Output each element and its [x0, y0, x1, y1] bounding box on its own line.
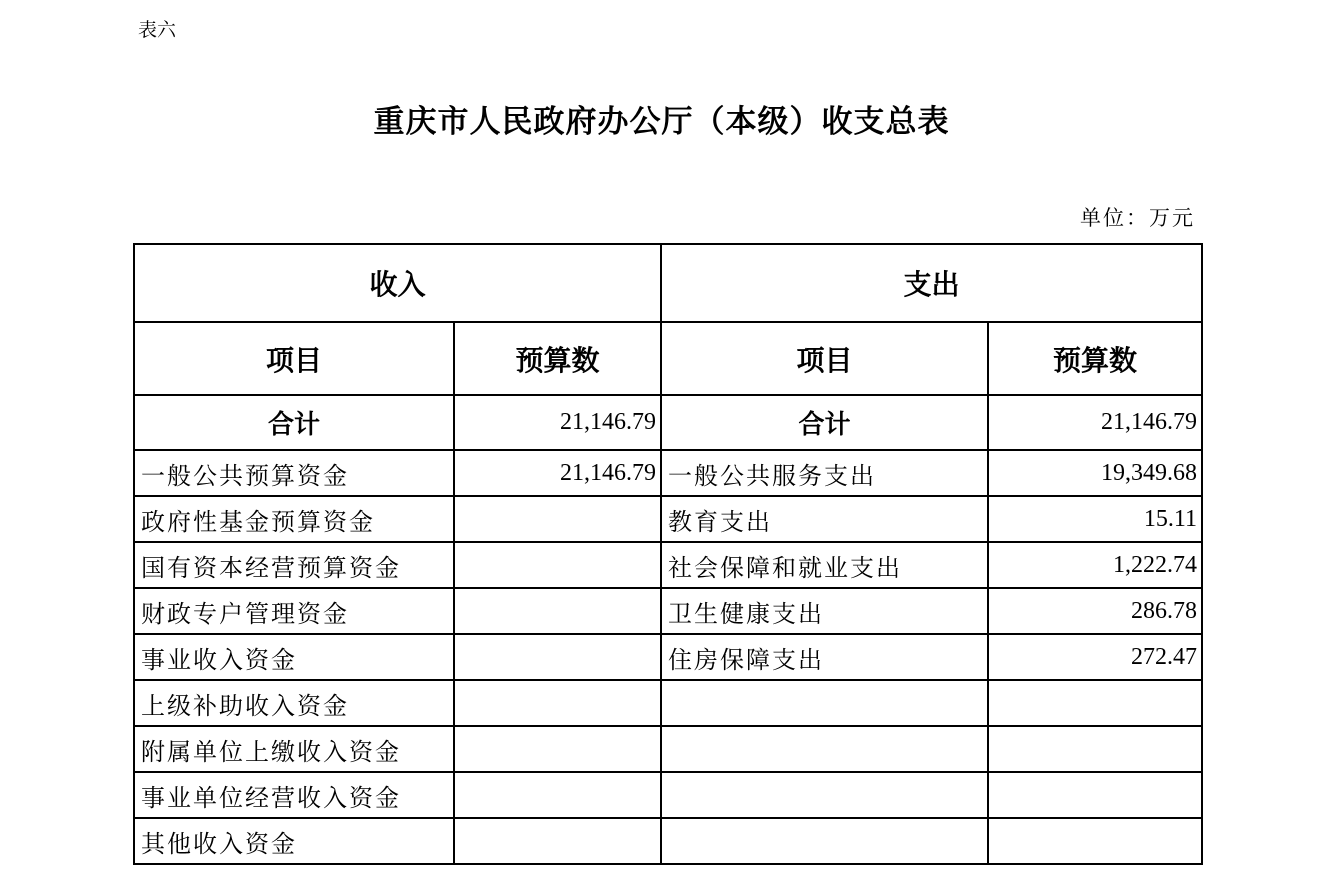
- expense-item: 住房保障支出: [661, 634, 988, 680]
- income-item: 一般公共预算资金: [134, 450, 454, 496]
- income-item: 上级补助收入资金: [134, 680, 454, 726]
- expense-amount-header: 预算数: [988, 322, 1202, 395]
- expense-item: [661, 772, 988, 818]
- table-row: [134, 680, 1202, 726]
- income-item-header: 项目: [134, 322, 454, 395]
- income-item: 事业收入资金: [134, 634, 454, 680]
- unit-label: 单位：万元: [1080, 206, 1195, 230]
- expense-item: 教育支出: [661, 496, 988, 542]
- expense-item: [661, 818, 988, 864]
- expense-amount: 1,222.74: [988, 542, 1202, 588]
- expense-total-label: 合计: [661, 395, 988, 450]
- table-row: [134, 450, 1202, 496]
- expense-amount: 272.47: [988, 634, 1202, 680]
- page-title: 重庆市人民政府办公厅（本级）收支总表: [373, 104, 950, 140]
- table-row: [134, 634, 1202, 680]
- table-sub-header-row: [134, 322, 1202, 395]
- income-amount-header: 预算数: [454, 322, 661, 395]
- income-amount: [454, 542, 661, 588]
- expense-item: 一般公共服务支出: [661, 450, 988, 496]
- expense-item: 卫生健康支出: [661, 588, 988, 634]
- budget-summary-table: [133, 243, 1203, 865]
- expense-total-amount: 21,146.79: [988, 395, 1202, 450]
- expense-item: 社会保障和就业支出: [661, 542, 988, 588]
- expense-amount: 19,349.68: [988, 450, 1202, 496]
- expense-amount: [988, 680, 1202, 726]
- income-amount: [454, 634, 661, 680]
- total-row: [134, 395, 1202, 450]
- income-item: 附属单位上缴收入资金: [134, 726, 454, 772]
- expense-amount: [988, 818, 1202, 864]
- table-number-label: 表六: [138, 19, 177, 41]
- table-row: [134, 726, 1202, 772]
- income-item: 国有资本经营预算资金: [134, 542, 454, 588]
- income-amount: [454, 496, 661, 542]
- income-total-label: 合计: [134, 395, 454, 450]
- income-item: 财政专户管理资金: [134, 588, 454, 634]
- table-row: [134, 772, 1202, 818]
- income-amount: [454, 772, 661, 818]
- table-row: [134, 818, 1202, 864]
- income-amount: [454, 726, 661, 772]
- expense-item: [661, 680, 988, 726]
- expense-header: 支出: [661, 244, 1202, 322]
- income-amount: [454, 588, 661, 634]
- income-amount: [454, 818, 661, 864]
- income-header: 收入: [134, 244, 661, 322]
- table-main-header-row: [134, 244, 1202, 322]
- income-amount: 21,146.79: [454, 450, 661, 496]
- table-row: [134, 542, 1202, 588]
- table-row: [134, 588, 1202, 634]
- income-item: 政府性基金预算资金: [134, 496, 454, 542]
- income-item: 事业单位经营收入资金: [134, 772, 454, 818]
- expense-item-header: 项目: [661, 322, 988, 395]
- expense-amount: [988, 726, 1202, 772]
- table-row: [134, 496, 1202, 542]
- income-amount: [454, 680, 661, 726]
- expense-amount: 15.11: [988, 496, 1202, 542]
- income-total-amount: 21,146.79: [454, 395, 661, 450]
- income-item: 其他收入资金: [134, 818, 454, 864]
- expense-item: [661, 726, 988, 772]
- expense-amount: [988, 772, 1202, 818]
- expense-amount: 286.78: [988, 588, 1202, 634]
